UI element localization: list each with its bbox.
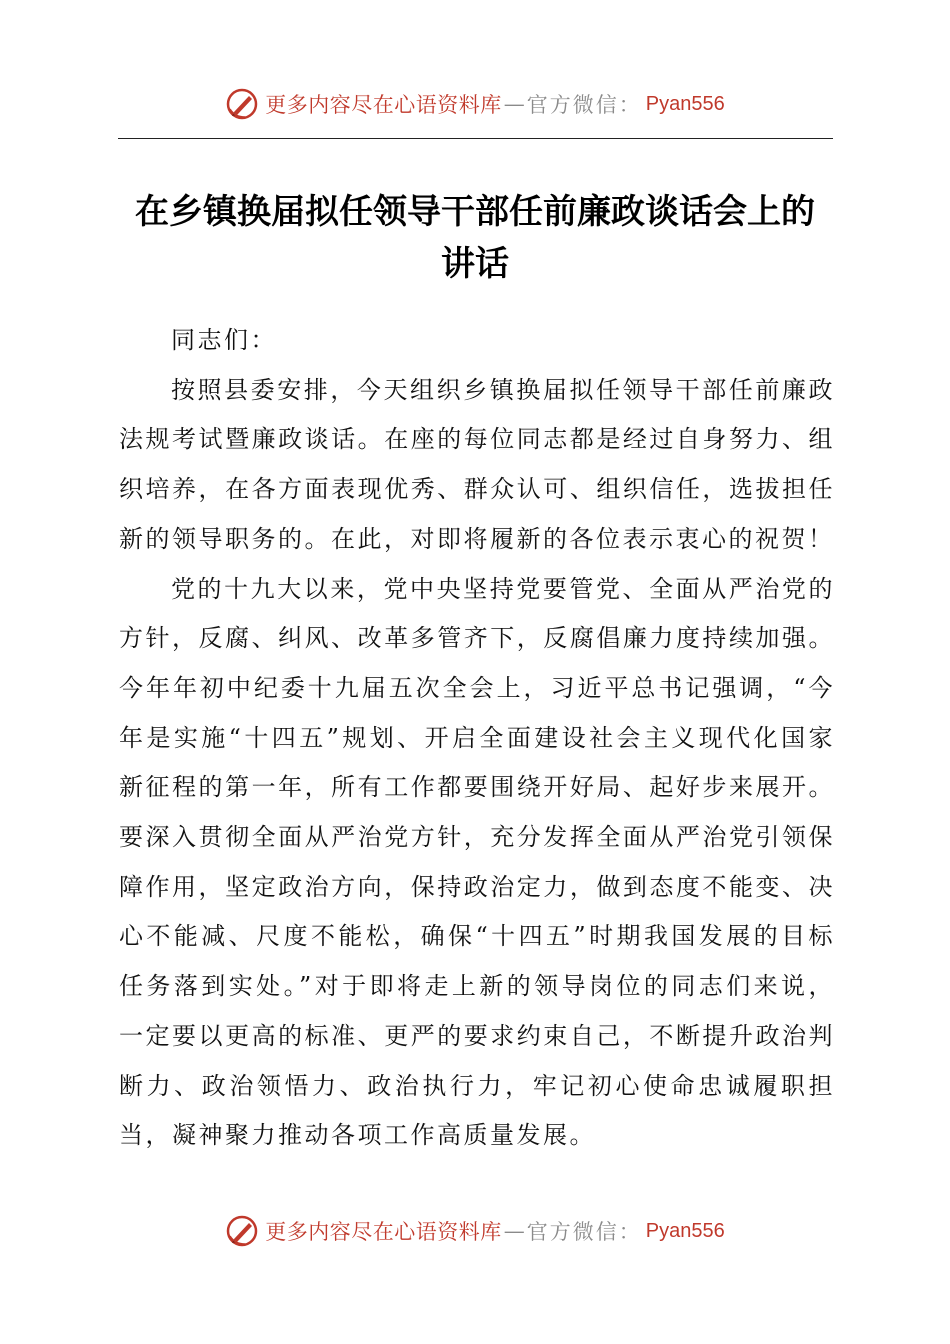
watermark-official-label: 官方微信： (526, 1220, 642, 1244)
footer-watermark (0, 1211, 950, 1251)
document-body (119, 316, 835, 1161)
watermark-wechat-id: Pyan556 (645, 92, 725, 115)
header-watermark (0, 84, 950, 124)
watermark-wechat-id: Pyan556 (645, 1219, 725, 1242)
paragraph-1: 按照县委安排，今天组织乡镇换届拟任领导干部任前廉政法规考试暨廉政谈话。在座的每位同志都是经过自身努力、组织培养，在各方面表现优秀、群众认可、组织信任，选拔担任新的领导职务的。在此，对即将履新的各位表示衷心的祝贺！ (119, 375, 835, 553)
watermark-brand-text: 更多内容尽在心语资料库 (265, 93, 502, 117)
watermark-official-label: 官方微信： (526, 93, 642, 117)
red-pen-circle-logo-icon (225, 1214, 259, 1248)
salutation: 同志们： (171, 326, 277, 354)
watermark-dash: — (503, 1219, 525, 1243)
title-line-2: 讲话 (441, 244, 509, 284)
title-line-1: 在乡镇换届拟任领导干部任前廉政谈话会上的 (135, 192, 815, 232)
paragraph-2: 党的十九大以来，党中央坚持党要管党、全面从严治党的方针，反腐、纠风、改革多管齐下，反腐倡廉力度持续加强。今年年初中纪委十九届五次全会上，习近平总书记强调，“今年是实施“十四五”规划、开启全面建设社会主义现代化国家新征程的第一年，所有工作都要围绕开好局、起好步来展开。要深入贯彻全面从严治党方针，充分发挥全面从严治党引领保障作用，坚定政治方向，保持政治定力，做到态度不能变、决心不能减、尺度不能松，确保“十四五”时期我国发展的目标任务落到实处。”对于即将走上新的领导岗位的同志们来说，一定要以更高的标准、更严的要求约束自己，不断提升政治判断力、政治领悟力、政治执行力，牢记初心使命忠诚履职担当，凝神聚力推动各项工作高质量发展。 (119, 574, 835, 1150)
document-title (100, 186, 850, 290)
watermark-dash: — (503, 92, 525, 116)
watermark-brand-text: 更多内容尽在心语资料库 (265, 1220, 502, 1244)
header-divider (118, 138, 833, 139)
red-pen-circle-logo-icon (225, 87, 259, 121)
